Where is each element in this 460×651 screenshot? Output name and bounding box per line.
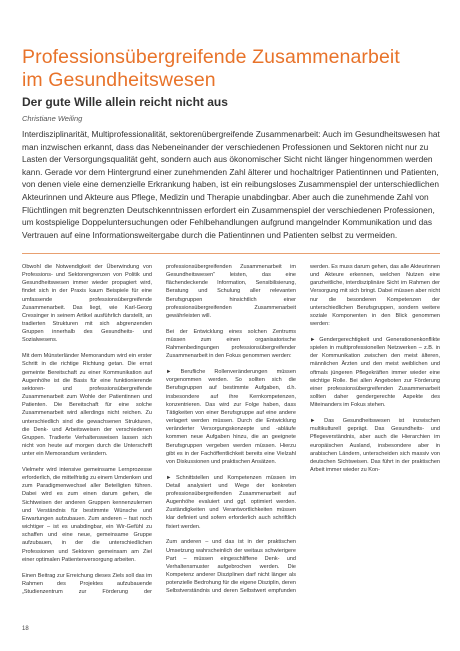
- bullet-paragraph: ► Gendergerechtigkeit und Generationenkonflikte spielen in multiprofessionellen Netzwerken – z.B. in der Kommunikation zwischen den meist älteren, männlichen Ärzten und den meist weiblichen und oftmals jüngeren Pflegekräften immer wieder eine wichtige Rolle. Bei allen Angeboten zur Förderung einer professionsübergreifenden Zusammenarbeit sollten daher gendergerechte Aspekte des Miteinanders im Fokus stehen.: [310, 336, 440, 409]
- body-paragraph: Bei der Entwicklung eines solchen Zentrums müssen zum einen organisatorische Rahmenbedingungen professionsübergreifender Zusammenarbeit in den Fokus genommen werden:: [166, 328, 296, 360]
- article-body: [22, 263, 440, 603]
- article-title: [22, 46, 442, 92]
- article-lead: Interdisziplinarität, Multiprofessionalität, sektorenübergreifende Zusammenarbeit: Auch im Gesundheitswesen hat man inzwischen erkannt, dass das Nebeneinander der verschiedenen Professionen und Sektoren nicht nur zu Lasten der Versorgungsqualität geht, sondern auch aus ökonomischer Sicht nicht länger hingenommen werden kann. Gerade vor dem Hintergrund einer zunehmenden Zahl älterer und hochaltriger Patientinnen und Patienten, von denen viele eine demenzielle Erkrankung haben, ist ein reibungsloses Zusammenspiel der unterschiedlichen Akteurinnen und Akteure aus Pflege, Medizin und Therapie unabdingbar. Aber auch die zunehmende Zahl von Flüchtlingen mit begrenzten Deutschkenntnissen erfordert ein Zusammenspiel der verschiedenen Professionen, um kostspielige Doppeluntersuchungen oder Fehlbehandlungen aufgrund mangelnder Kommunikation und das Vertrauen auf eine Informationsweitergabe durch die Patientinnen und Patienten selbst zu vermeiden.: [22, 129, 440, 240]
- bullet-paragraph: ► Das Gesundheitswesen ist inzwischen multikulturell geprägt. Das Gesundheits- und Pflegeverständnis, aber auch die Hierarchien im europäischen Ausland, insbesondere aber in arabischen Ländern, unterscheiden sich massiv von deutschen Sichtweisen. Das führt in der praktischen Arbeit immer wieder zu Kon-: [310, 418, 440, 473]
- body-paragraph: Obwohl die Notwendigkeit der Überwindung von Professions- und Sektorengrenzen von Politik und Gesundheitswesen immer wieder propagiert wird, findet sich in der Praxis kaum Beispiele für eine umfassende professionsübergreifende Zusammenarbeit. Das liegt, wie Karl-Georg Cressinger in seinem Artikel ausführlich darstellt, an tradierten Strukturen mit sich abgrenzenden Gruppen innerhalb des Gesundheits- und Sozialwesens.: [22, 264, 152, 344]
- page-number: 18: [22, 626, 29, 632]
- body-paragraph: Vielmehr wird intensive gemeinsame Lernprozesse erforderlich, die mittelfristig zu einem Umdenken und zum Paradigmenwechsel aller Beteiligten führen. Dabei wird es zum einen darum gehen, die Sichtweisen der anderen Gruppen kennenzulernen und Verständnis für bestimmte Wünsche und Erwartungen aufzubauen. Zum anderen – fast noch wichtiger – ist es unabdingbar, ein Wir-Gefühl zu schaffen und eine neue, gemeinsame Gruppe aufzubauen, in der die unterschiedlichen Professionen und Sektoren gemeinsam am Ziel einer optimalen Patientenversorgung arbeiten.: [22, 466, 152, 563]
- article-title-line-1: Professionsübergreifende Zusammenarbeit: [22, 46, 400, 68]
- bullet-paragraph: ► Schnittstellen und Kompetenzen müssen im Detail analysiert und Wege der konkreten professionsübergreifenden Zusammenarbeit auf Augenhöhe evaluiert und ggf. optimiert werden. Zuständigkeiten und Verantwortlichkeiten müssen klar definiert und sofern erforderlich auch schriftlich fixiert werden.: [166, 474, 296, 530]
- article-author: Christiane Weiling: [22, 114, 83, 123]
- bullet-paragraph: ► Berufliche Rollenveränderungen müssen vorgenommen werden. So sollten sich die Berufsgruppen auf bestimmte Aufgaben, d.h. insbesondere auf ihre Kernkompetenzen, konzentrieren. Das wird zur Folge haben, dass Tätigkeiten von einer Berufsgruppe auf eine andere verlagert werden müssen. Durch die Entwicklung veränderter Versorgungskonzepte und -abläufe kommen neue Aufgaben hinzu, die an geeignete Berufsgruppen vergeben werden müssen. Hierzu gibt es in der Fachöffentlichkeit bereits eine Vielzahl von Diskussionen und praktischen Ansätzen.: [166, 369, 296, 465]
- body-paragraph: Zum anderen – und das ist in der praktischen Umsetzung wahrscheinlich der weitaus schwierigere Part – müssen eingeschliffene Denk- und Verhaltensmuster aufgebrochen werden. Die Kompetenz anderer Disziplinen darf nicht länger als potenzielle Bedrohung für die eigene Disziplin, deren Selbstverständnis und deren Selbstwert empfunden werden. Es muss darum gehen, das alle Akteurinnen und Akteure erkennen, welchen Nutzen eine ganzheitliche, interdisziplinäre Sicht im Rahmen der Versorgung mit sich bringt. Dabei müssen aber nicht nur die besonderen Kompetenzen der unterschiedlichen Berufsgruppen, sondern weitere soziale Komponenten in den Blick genommen werden:: [166, 264, 440, 595]
- body-paragraph: Einen Beitrag zur Erreichung dieses Ziels soll das im Rahmen des Projektes aufzubauende „Studienzentrum zur Förderung der professionsübergreifenden Zusammenarbeit im Gesundheitswesen“ leisten, das eine flächendeckende Information, Sensibilisierung, Beratung und Schulung aller relevanten Berufsgruppen hinsichtlich einer professionsübergreifenden Zusammenarbeit gewährleisten will.: [22, 264, 296, 595]
- body-paragraph: Mit dem Münsterländer Memorandum wird ein erster Schritt in die richtige Richtung getan. Die ernst gemeinte Bereitschaft zu einer Kommunikation auf Augenhöhe ist die Basis für eine funktionierende sektoren- und professionsübergreifende Zusammenarbeit zum Wohle der Patientinnen und Patienten. Die Bereitschaft für eine solche Zusammenarbeit wird allerdings nicht reichen. Zu unterschiedlich sind die gewachsenen Strukturen, die Denk- und Arbeitsweisen der verschiedenen Gruppen. Tradierte Verhaltensweisen lassen sich nicht von heute auf morgen durch die Unterschrift unter ein Memorandum verändern.: [22, 353, 152, 458]
- article-title-line-2: im Gesundheitswesen: [22, 69, 216, 91]
- section-divider: [22, 253, 440, 254]
- article-subtitle: Der gute Wille allein reicht nicht aus: [22, 95, 228, 109]
